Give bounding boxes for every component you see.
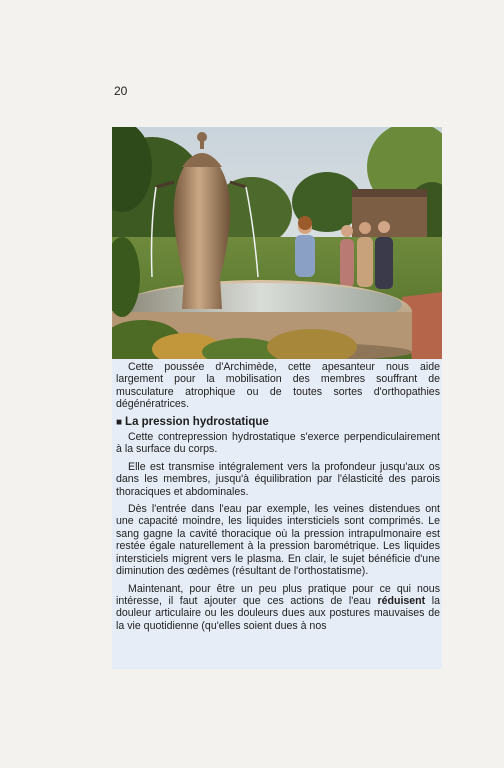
paragraph-1: Cette poussée d'Archimède, cette apesanteur nous aide largement pour la mobilisation des membres souffrant de musculature atrophique ou de toutes sortes d'orthopathies dégénératrices.: [116, 361, 440, 411]
page-number: 20: [114, 84, 128, 98]
paragraph-2: Cette contrepression hydrostatique s'exerce perpendiculairement à la surface du corps.: [116, 431, 440, 456]
body-text: [112, 359, 442, 669]
paragraph-5-start: Maintenant, pour être un peu plus pratique pour ce qui nous intéresse, il faut ajouter que ces actions de l'eau: [116, 582, 440, 607]
heading-bullet: ■: [116, 416, 123, 428]
section-heading: [116, 416, 440, 429]
fountain-photo: [112, 127, 442, 359]
paragraph-5-bold: réduisent: [377, 594, 426, 607]
paragraph-4: Dès l'entrée dans l'eau par exemple, les veines distendues ont une capacité moindre, les liquides intersticiels sont comprimés. Le sang gagne la cavité thoracique où la pression intrapulmonaire est restée égale naturellement à la pression barométrique. Les liquides intersticiels migrent vers le plasma. En clair, le sujet bénéficie d'une diminution des œdèmes (résultant de l'orthostatisme).: [116, 503, 440, 578]
heading-text: La pression hydrostatique: [125, 415, 269, 428]
paragraph-3: Elle est transmise intégralement vers la profondeur jusqu'aux os dans les membres, jusqu'à équilibration par l'élasticité des parois thoraciques et abdominales.: [116, 460, 440, 498]
paragraph-5: [116, 583, 440, 633]
paragraph-5-end: la douleur articulaire ou les douleurs dues aux postures mauvaises de la vie quotidienne (qu'elles soient dues à nos: [116, 594, 440, 632]
